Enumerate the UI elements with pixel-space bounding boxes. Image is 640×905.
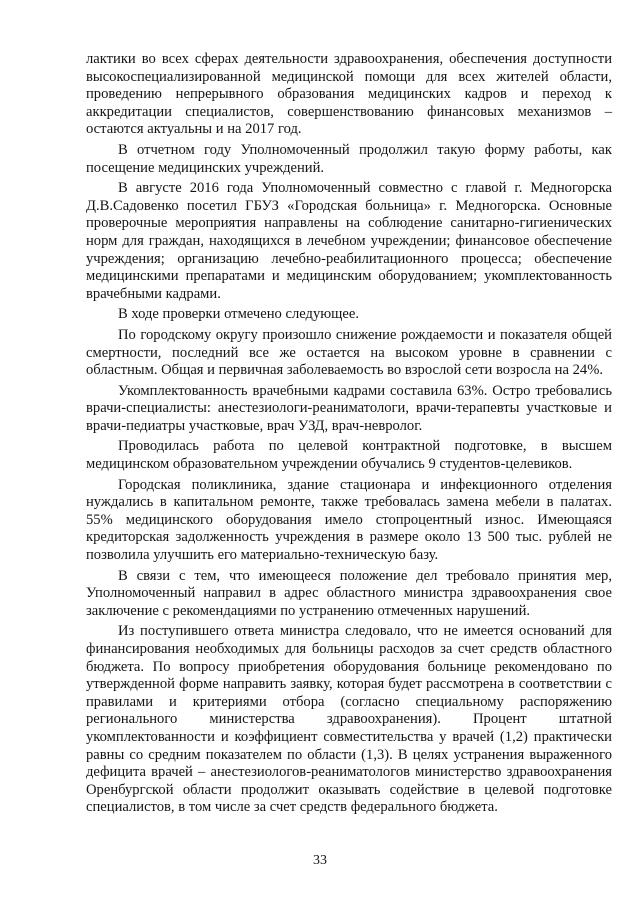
paragraph-7: Проводилась работа по целевой контрактной подготовке, в высшем медицинском образовательном учреждении обучались 9 студентов-целевиков. [86, 438, 612, 473]
paragraph-6: Укомплектованность врачебными кадрами составила 63%. Остро требовались врачи-специалисты: анестезиологи-реаниматологи, врачи-терапевты участковые и врачи-педиатры участковые, врач УЗД, врач-невролог. [86, 382, 612, 434]
paragraph-10: Из поступившего ответа министра следовало, что не имеется оснований для финансирования необходимых для больницы расходов за счет средств областного бюджета. По вопросу приобретения оборудования больнице рекомендовано по утвержденной форме направить заявку, которая будет рассмотрена в соответствии с правилами и критериями отбора (согласно специальному распоряжению регионального министерства здравоохранения). Процент штатной укомплектованности и коэффициент совместительства у врачей (1,2) практически равны со средним показателем по области (1,3). В целях устранения выраженного дефицита врачей – анестезиологов-реаниматологов министерство здравоохранения Оренбургской области продолжит оказывать содействие в целевой подготовке специалистов, в том числе за счет средств федерального бюджета. [86, 623, 612, 816]
paragraph-2: В отчетном году Уполномоченный продолжил такую форму работы, как посещение медицинских учреждений. [86, 141, 612, 176]
paragraph-4: В ходе проверки отмечено следующее. [118, 306, 359, 323]
paragraph-8: Городская поликлиника, здание стационара и инфекционного отделения нуждались в капитальном ремонте, также требовалась замена мебели в палатах. 55% медицинского оборудования имело стопроцентный износ. Имеющаяся кредиторская задолженность учреждения в размере около 13 500 тыс. рублей не позволила улучшить его материально-техническую базу. [86, 476, 612, 564]
paragraph-9: В связи с тем, что имеющееся положение дел требовало принятия мер, Уполномоченный направил в адрес областного министра здравоохранения свое заключение с рекомендациями по устранению отмеченных нарушений. [86, 567, 612, 619]
paragraph-1: лактики во всех сферах деятельности здравоохранения, обеспечения доступности высокоспециализированной медицинской помощи для всех жителей области, проведению непрерывного образования медицинских кадров и переход к аккредитации специалистов, совершенствованию финансовых механизмов – остаются актуальны и на 2017 год. [86, 51, 612, 138]
paragraph-3: В августе 2016 года Уполномоченный совместно с главой г. Медногорска Д.В.Садовенко посетил ГБУЗ «Городская больница» г. Медногорска. Основные проверочные мероприятия направлены на соблюдение санитарно-гигиенических норм для граждан, находящихся в лечебном учреждении; финансовое обеспечение учреждения; организацию лечебно-реабилитационного процесса; обеспечение медицинскими препаратами и медицинским оборудованием; укомплектованность врачебными кадрами. [86, 180, 612, 302]
paragraph-5: По городскому округу произошло снижение рождаемости и показателя общей смертности, последний все же остается на высоком уровне в сравнении с областным. Общая и первичная заболеваемость во взрослой сети возросла на 24%. [86, 326, 612, 379]
body-text [86, 51, 612, 820]
page-number: 33 [313, 853, 327, 868]
